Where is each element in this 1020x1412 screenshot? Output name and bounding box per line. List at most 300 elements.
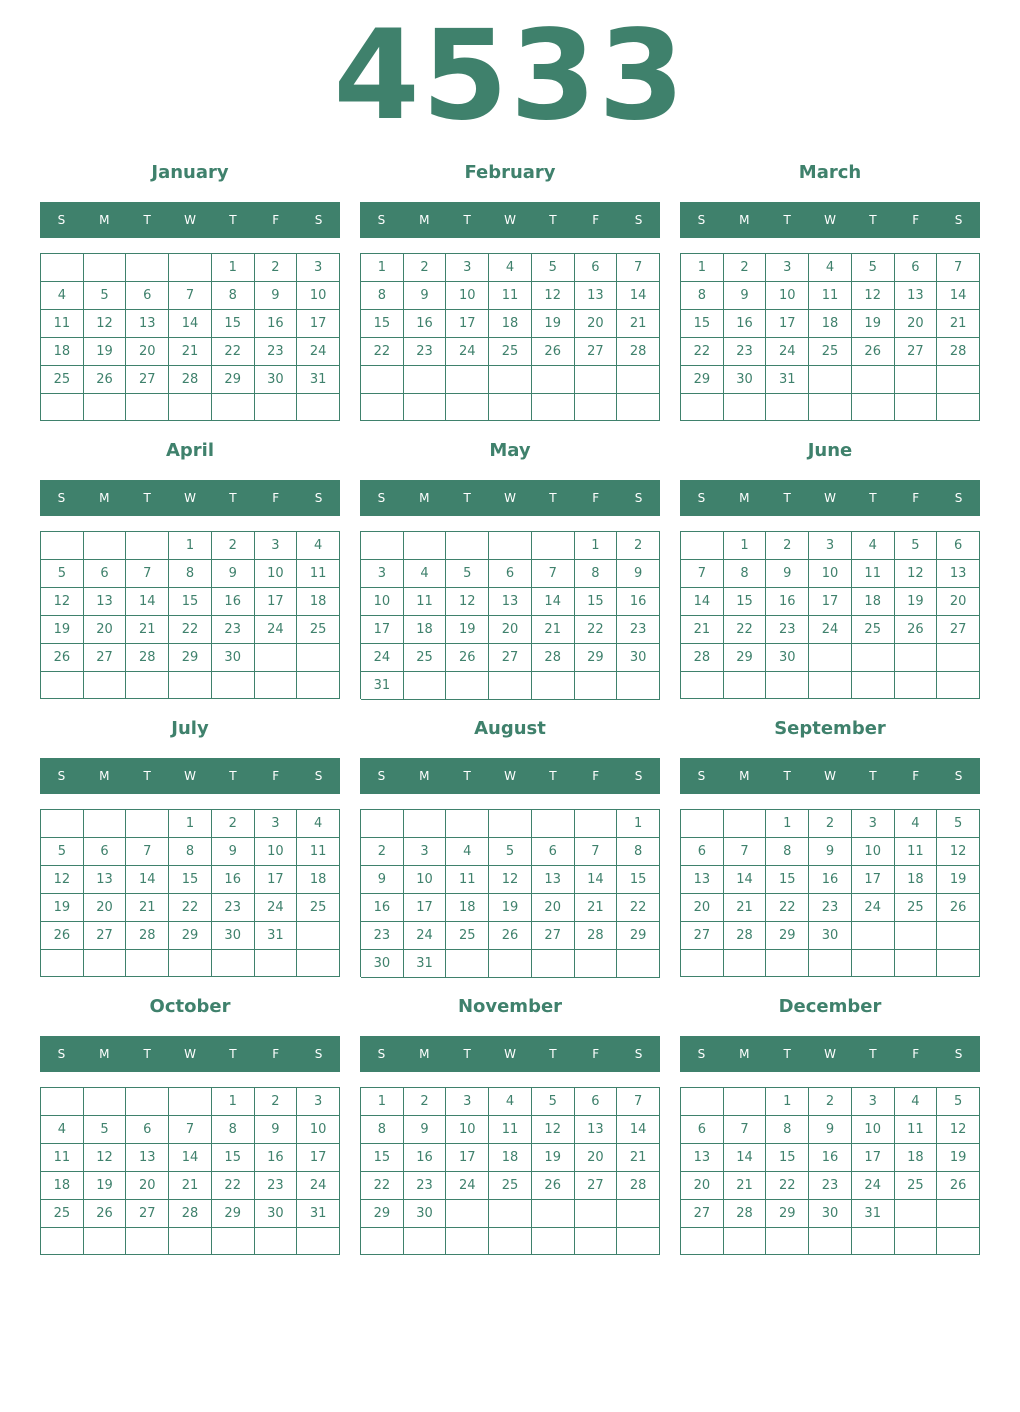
day-cell: 20 bbox=[937, 588, 980, 616]
empty-day-cell bbox=[724, 394, 767, 421]
day-cell: 8 bbox=[361, 282, 404, 310]
day-cell: 2 bbox=[617, 532, 660, 560]
weekday-label: M bbox=[99, 1047, 110, 1061]
empty-day-cell bbox=[297, 394, 340, 421]
day-cell: 6 bbox=[532, 838, 575, 866]
empty-day-cell bbox=[895, 366, 938, 394]
day-cell: 1 bbox=[617, 810, 660, 838]
day-grid bbox=[680, 1087, 980, 1255]
day-cell: 31 bbox=[297, 1200, 340, 1228]
day-cell: 8 bbox=[361, 1116, 404, 1144]
empty-day-cell bbox=[724, 672, 767, 699]
day-cell: 23 bbox=[361, 922, 404, 950]
day-cell: 2 bbox=[361, 838, 404, 866]
empty-day-cell bbox=[255, 394, 298, 421]
day-cell: 29 bbox=[575, 644, 618, 672]
day-cell: 4 bbox=[41, 1116, 84, 1144]
day-cell: 8 bbox=[724, 560, 767, 588]
day-cell: 24 bbox=[255, 894, 298, 922]
day-cell: 31 bbox=[297, 366, 340, 394]
empty-day-cell bbox=[255, 950, 298, 977]
day-cell: 21 bbox=[724, 894, 767, 922]
weekday-label: T bbox=[869, 769, 877, 783]
day-cell: 8 bbox=[169, 838, 212, 866]
day-cell: 23 bbox=[809, 1172, 852, 1200]
weekday-label: M bbox=[739, 769, 750, 783]
empty-day-cell bbox=[617, 1200, 660, 1228]
day-cell: 23 bbox=[404, 338, 447, 366]
day-cell: 26 bbox=[895, 616, 938, 644]
weekday-label: S bbox=[697, 213, 706, 227]
day-cell: 17 bbox=[255, 588, 298, 616]
empty-day-cell bbox=[895, 644, 938, 672]
day-cell: 21 bbox=[126, 616, 169, 644]
empty-day-cell bbox=[724, 1088, 767, 1116]
empty-day-cell bbox=[575, 394, 618, 422]
empty-day-cell bbox=[937, 394, 980, 421]
day-cell: 8 bbox=[169, 560, 212, 588]
day-cell: 15 bbox=[575, 588, 618, 616]
weekday-header bbox=[40, 202, 340, 238]
day-cell: 30 bbox=[255, 1200, 298, 1228]
day-cell: 25 bbox=[41, 1200, 84, 1228]
day-cell: 2 bbox=[255, 1088, 298, 1116]
empty-day-cell bbox=[809, 644, 852, 672]
weekday-label: T bbox=[229, 769, 237, 783]
day-cell: 11 bbox=[41, 1144, 84, 1172]
day-cell: 12 bbox=[489, 866, 532, 894]
day-cell: 26 bbox=[41, 922, 84, 950]
day-cell: 25 bbox=[404, 644, 447, 672]
day-cell: 5 bbox=[489, 838, 532, 866]
empty-day-cell bbox=[895, 394, 938, 421]
day-cell: 6 bbox=[126, 1116, 169, 1144]
day-cell: 17 bbox=[809, 588, 852, 616]
empty-day-cell bbox=[41, 254, 84, 282]
weekday-label: T bbox=[143, 1047, 151, 1061]
weekday-header bbox=[680, 1036, 980, 1072]
weekday-label: F bbox=[272, 1047, 280, 1061]
day-cell: 15 bbox=[212, 310, 255, 338]
empty-day-cell bbox=[809, 672, 852, 699]
empty-day-cell bbox=[489, 950, 532, 978]
day-cell: 26 bbox=[84, 1200, 127, 1228]
empty-day-cell bbox=[126, 394, 169, 421]
empty-day-cell bbox=[532, 532, 575, 560]
day-cell: 2 bbox=[724, 254, 767, 282]
empty-day-cell bbox=[126, 810, 169, 838]
day-cell: 10 bbox=[255, 560, 298, 588]
day-cell: 6 bbox=[126, 282, 169, 310]
day-cell: 5 bbox=[532, 1088, 575, 1116]
empty-day-cell bbox=[895, 1200, 938, 1228]
day-cell: 9 bbox=[255, 282, 298, 310]
day-cell: 22 bbox=[766, 894, 809, 922]
day-cell: 3 bbox=[809, 532, 852, 560]
day-cell: 25 bbox=[489, 1172, 532, 1200]
day-cell: 9 bbox=[255, 1116, 298, 1144]
empty-day-cell bbox=[404, 810, 447, 838]
day-cell: 28 bbox=[617, 338, 660, 366]
day-cell: 1 bbox=[361, 1088, 404, 1116]
weekday-label: T bbox=[463, 1047, 471, 1061]
day-cell: 20 bbox=[681, 1172, 724, 1200]
weekday-label: T bbox=[143, 213, 151, 227]
day-cell: 18 bbox=[489, 310, 532, 338]
empty-day-cell bbox=[255, 644, 298, 672]
day-cell: 11 bbox=[297, 560, 340, 588]
weekday-label: T bbox=[783, 213, 791, 227]
empty-day-cell bbox=[446, 366, 489, 394]
day-cell: 15 bbox=[361, 310, 404, 338]
day-cell: 30 bbox=[724, 366, 767, 394]
weekday-label: M bbox=[739, 1047, 750, 1061]
weekday-label: S bbox=[697, 1047, 706, 1061]
day-cell: 18 bbox=[895, 866, 938, 894]
month-name: November bbox=[457, 996, 563, 1017]
empty-day-cell bbox=[575, 1228, 618, 1255]
day-cell: 10 bbox=[297, 282, 340, 310]
day-cell: 24 bbox=[255, 616, 298, 644]
day-cell: 27 bbox=[532, 922, 575, 950]
weekday-label: F bbox=[272, 491, 280, 505]
day-cell: 27 bbox=[575, 1172, 618, 1200]
weekday-label: M bbox=[99, 769, 110, 783]
day-cell: 5 bbox=[84, 1116, 127, 1144]
day-cell: 24 bbox=[852, 1172, 895, 1200]
empty-day-cell bbox=[212, 1228, 255, 1255]
day-cell: 3 bbox=[297, 254, 340, 282]
day-cell: 28 bbox=[169, 366, 212, 394]
weekday-label: T bbox=[229, 491, 237, 505]
day-cell: 25 bbox=[297, 894, 340, 922]
day-cell: 12 bbox=[937, 1116, 980, 1144]
weekday-label: S bbox=[57, 213, 66, 227]
day-cell: 21 bbox=[617, 310, 660, 338]
day-cell: 2 bbox=[404, 1088, 447, 1116]
day-cell: 3 bbox=[446, 254, 489, 282]
day-cell: 22 bbox=[169, 894, 212, 922]
day-cell: 16 bbox=[255, 310, 298, 338]
day-cell: 9 bbox=[766, 560, 809, 588]
empty-day-cell bbox=[212, 672, 255, 699]
weekday-label: M bbox=[99, 213, 110, 227]
empty-day-cell bbox=[852, 1228, 895, 1255]
day-cell: 3 bbox=[255, 532, 298, 560]
month-name: December bbox=[778, 996, 882, 1017]
day-cell: 29 bbox=[169, 922, 212, 950]
day-cell: 8 bbox=[617, 838, 660, 866]
day-cell: 19 bbox=[41, 894, 84, 922]
empty-day-cell bbox=[681, 950, 724, 977]
empty-day-cell bbox=[169, 672, 212, 699]
day-cell: 14 bbox=[724, 866, 767, 894]
empty-day-cell bbox=[766, 394, 809, 421]
day-cell: 4 bbox=[895, 810, 938, 838]
day-cell: 26 bbox=[84, 366, 127, 394]
day-cell: 21 bbox=[617, 1144, 660, 1172]
empty-day-cell bbox=[126, 1228, 169, 1255]
empty-day-cell bbox=[41, 394, 84, 421]
day-cell: 28 bbox=[724, 922, 767, 950]
empty-day-cell bbox=[404, 366, 447, 394]
weekday-label: W bbox=[824, 769, 836, 783]
empty-day-cell bbox=[361, 394, 404, 422]
weekday-label: T bbox=[783, 769, 791, 783]
empty-day-cell bbox=[84, 254, 127, 282]
day-cell: 26 bbox=[937, 1172, 980, 1200]
weekday-label: F bbox=[592, 1047, 600, 1061]
weekday-label: S bbox=[57, 769, 66, 783]
empty-day-cell bbox=[297, 1228, 340, 1255]
weekday-label: S bbox=[314, 1047, 323, 1061]
month-name: June bbox=[807, 440, 853, 461]
empty-day-cell bbox=[575, 672, 618, 700]
day-cell: 19 bbox=[532, 310, 575, 338]
day-cell: 6 bbox=[84, 838, 127, 866]
day-cell: 23 bbox=[617, 616, 660, 644]
weekday-label: T bbox=[549, 213, 557, 227]
empty-day-cell bbox=[617, 950, 660, 978]
day-cell: 27 bbox=[126, 1200, 169, 1228]
day-grid bbox=[680, 809, 980, 977]
day-cell: 20 bbox=[126, 338, 169, 366]
day-cell: 30 bbox=[617, 644, 660, 672]
day-cell: 20 bbox=[489, 616, 532, 644]
weekday-label: S bbox=[697, 769, 706, 783]
day-cell: 4 bbox=[489, 1088, 532, 1116]
day-cell: 13 bbox=[681, 1144, 724, 1172]
weekday-header bbox=[680, 202, 980, 238]
day-cell: 9 bbox=[617, 560, 660, 588]
day-cell: 25 bbox=[446, 922, 489, 950]
day-cell: 14 bbox=[169, 310, 212, 338]
day-cell: 9 bbox=[361, 866, 404, 894]
weekday-label: T bbox=[143, 769, 151, 783]
weekday-label: T bbox=[143, 491, 151, 505]
empty-day-cell bbox=[681, 1228, 724, 1255]
weekday-label: M bbox=[419, 769, 430, 783]
day-cell: 1 bbox=[724, 532, 767, 560]
month-name: January bbox=[151, 162, 229, 183]
day-cell: 27 bbox=[84, 922, 127, 950]
empty-day-cell bbox=[809, 394, 852, 421]
empty-day-cell bbox=[41, 1088, 84, 1116]
day-cell: 29 bbox=[361, 1200, 404, 1228]
day-cell: 27 bbox=[84, 644, 127, 672]
day-cell: 22 bbox=[681, 338, 724, 366]
day-cell: 9 bbox=[212, 560, 255, 588]
empty-day-cell bbox=[852, 922, 895, 950]
empty-day-cell bbox=[84, 1088, 127, 1116]
day-cell: 6 bbox=[681, 838, 724, 866]
weekday-label: T bbox=[229, 1047, 237, 1061]
day-cell: 10 bbox=[852, 838, 895, 866]
weekday-label: W bbox=[504, 213, 516, 227]
day-cell: 9 bbox=[724, 282, 767, 310]
day-cell: 20 bbox=[575, 1144, 618, 1172]
day-cell: 27 bbox=[895, 338, 938, 366]
day-cell: 1 bbox=[681, 254, 724, 282]
day-cell: 17 bbox=[297, 310, 340, 338]
day-cell: 14 bbox=[681, 588, 724, 616]
month-name: February bbox=[464, 162, 556, 183]
day-cell: 1 bbox=[169, 532, 212, 560]
day-cell: 23 bbox=[809, 894, 852, 922]
day-cell: 5 bbox=[937, 810, 980, 838]
day-cell: 18 bbox=[852, 588, 895, 616]
day-cell: 12 bbox=[532, 1116, 575, 1144]
day-cell: 26 bbox=[446, 644, 489, 672]
day-cell: 10 bbox=[297, 1116, 340, 1144]
empty-day-cell bbox=[532, 394, 575, 422]
empty-day-cell bbox=[681, 810, 724, 838]
weekday-header bbox=[360, 758, 660, 794]
day-cell: 10 bbox=[446, 282, 489, 310]
day-cell: 14 bbox=[617, 282, 660, 310]
weekday-header bbox=[40, 758, 340, 794]
day-cell: 30 bbox=[212, 922, 255, 950]
day-cell: 16 bbox=[617, 588, 660, 616]
empty-day-cell bbox=[937, 922, 980, 950]
day-cell: 23 bbox=[404, 1172, 447, 1200]
day-cell: 26 bbox=[937, 894, 980, 922]
empty-day-cell bbox=[169, 1088, 212, 1116]
day-cell: 24 bbox=[297, 1172, 340, 1200]
empty-day-cell bbox=[937, 366, 980, 394]
weekday-label: W bbox=[184, 1047, 196, 1061]
day-cell: 12 bbox=[446, 588, 489, 616]
empty-day-cell bbox=[84, 532, 127, 560]
empty-day-cell bbox=[41, 672, 84, 699]
weekday-label: S bbox=[377, 769, 386, 783]
weekday-label: S bbox=[954, 491, 963, 505]
day-cell: 19 bbox=[852, 310, 895, 338]
day-cell: 11 bbox=[404, 588, 447, 616]
day-cell: 14 bbox=[937, 282, 980, 310]
empty-day-cell bbox=[446, 950, 489, 978]
month-name: March bbox=[798, 162, 862, 183]
empty-day-cell bbox=[617, 672, 660, 700]
day-cell: 20 bbox=[895, 310, 938, 338]
weekday-label: F bbox=[272, 769, 280, 783]
day-cell: 11 bbox=[852, 560, 895, 588]
weekday-label: M bbox=[739, 213, 750, 227]
day-cell: 22 bbox=[766, 1172, 809, 1200]
day-cell: 7 bbox=[169, 282, 212, 310]
day-cell: 23 bbox=[212, 894, 255, 922]
empty-day-cell bbox=[297, 672, 340, 699]
empty-day-cell bbox=[404, 1228, 447, 1255]
day-cell: 21 bbox=[575, 894, 618, 922]
day-grid bbox=[40, 253, 340, 421]
day-cell: 4 bbox=[489, 254, 532, 282]
day-cell: 12 bbox=[852, 282, 895, 310]
day-cell: 10 bbox=[446, 1116, 489, 1144]
day-cell: 15 bbox=[361, 1144, 404, 1172]
day-cell: 12 bbox=[84, 1144, 127, 1172]
day-cell: 6 bbox=[489, 560, 532, 588]
weekday-label: S bbox=[314, 769, 323, 783]
day-cell: 22 bbox=[361, 1172, 404, 1200]
empty-day-cell bbox=[446, 672, 489, 700]
day-cell: 11 bbox=[41, 310, 84, 338]
day-cell: 28 bbox=[532, 644, 575, 672]
empty-day-cell bbox=[937, 644, 980, 672]
day-cell: 19 bbox=[84, 338, 127, 366]
year-title: 4533 bbox=[333, 4, 687, 148]
day-cell: 23 bbox=[766, 616, 809, 644]
empty-day-cell bbox=[937, 672, 980, 699]
day-cell: 10 bbox=[809, 560, 852, 588]
day-cell: 17 bbox=[404, 894, 447, 922]
day-cell: 22 bbox=[617, 894, 660, 922]
day-cell: 31 bbox=[852, 1200, 895, 1228]
day-cell: 15 bbox=[681, 310, 724, 338]
day-cell: 28 bbox=[724, 1200, 767, 1228]
empty-day-cell bbox=[489, 810, 532, 838]
empty-day-cell bbox=[84, 672, 127, 699]
day-cell: 19 bbox=[937, 866, 980, 894]
empty-day-cell bbox=[446, 394, 489, 422]
weekday-label: T bbox=[783, 491, 791, 505]
day-cell: 28 bbox=[617, 1172, 660, 1200]
day-cell: 11 bbox=[809, 282, 852, 310]
empty-day-cell bbox=[404, 672, 447, 700]
day-grid bbox=[360, 531, 660, 699]
weekday-label: M bbox=[419, 213, 430, 227]
weekday-label: S bbox=[377, 213, 386, 227]
weekday-label: T bbox=[869, 213, 877, 227]
day-cell: 24 bbox=[297, 338, 340, 366]
empty-day-cell bbox=[41, 950, 84, 977]
day-cell: 13 bbox=[575, 282, 618, 310]
day-grid bbox=[680, 531, 980, 699]
weekday-label: S bbox=[954, 213, 963, 227]
empty-day-cell bbox=[212, 950, 255, 977]
day-cell: 13 bbox=[489, 588, 532, 616]
day-cell: 15 bbox=[766, 866, 809, 894]
empty-day-cell bbox=[41, 532, 84, 560]
day-cell: 7 bbox=[681, 560, 724, 588]
weekday-label: S bbox=[377, 491, 386, 505]
empty-day-cell bbox=[169, 1228, 212, 1255]
day-cell: 21 bbox=[724, 1172, 767, 1200]
empty-day-cell bbox=[532, 366, 575, 394]
day-cell: 16 bbox=[809, 866, 852, 894]
day-cell: 28 bbox=[126, 922, 169, 950]
day-cell: 29 bbox=[617, 922, 660, 950]
day-cell: 3 bbox=[766, 254, 809, 282]
day-cell: 6 bbox=[895, 254, 938, 282]
empty-day-cell bbox=[84, 950, 127, 977]
weekday-label: T bbox=[869, 1047, 877, 1061]
weekday-label: W bbox=[184, 213, 196, 227]
day-cell: 11 bbox=[446, 866, 489, 894]
weekday-label: F bbox=[592, 769, 600, 783]
day-cell: 14 bbox=[126, 588, 169, 616]
day-cell: 19 bbox=[532, 1144, 575, 1172]
day-cell: 29 bbox=[212, 366, 255, 394]
weekday-header bbox=[40, 480, 340, 516]
day-cell: 18 bbox=[489, 1144, 532, 1172]
weekday-label: F bbox=[912, 213, 920, 227]
day-cell: 4 bbox=[404, 560, 447, 588]
weekday-label: W bbox=[824, 1047, 836, 1061]
day-cell: 1 bbox=[766, 1088, 809, 1116]
day-cell: 26 bbox=[852, 338, 895, 366]
day-cell: 13 bbox=[532, 866, 575, 894]
